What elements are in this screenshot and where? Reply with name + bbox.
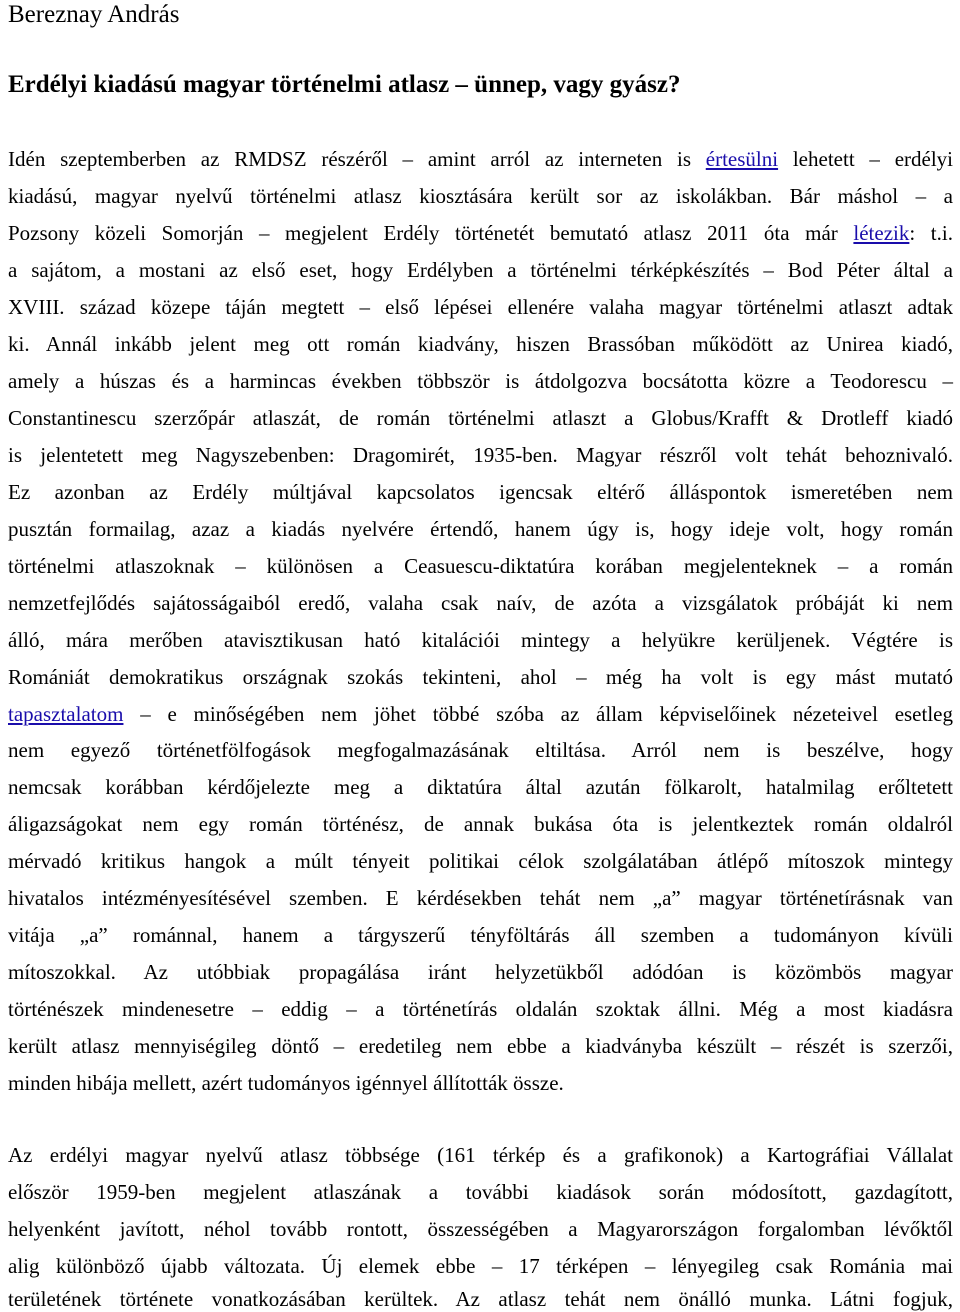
- text-line: a sajátom, a mostani az első eset, hogy Erdélyben a történelmi térképkészítés – Bod Péter által a: [8, 258, 953, 282]
- text-line: Az erdélyi magyar nyelvű atlasz többsége (161 térkép és a grafikonok) a Kartográfiai Vállalat: [8, 1143, 953, 1167]
- text-line: alig különböző újabb változata. Új elemek ebbe – 17 térképen – lényegileg csak Románia mai: [8, 1254, 953, 1278]
- author-name: Bereznay András: [8, 1, 180, 28]
- text-line: kiadású, magyar nyelvű történelmi atlasz kiosztására került sor az iskolákban. Bár máshol – a: [8, 184, 953, 208]
- text-line: Ez azonban az Erdély múltjával kapcsolatos igencsak eltérő álláspontok ismeretében nem: [8, 480, 953, 504]
- text-line: helyenként javított, néhol tovább rontott, összességében a Magyarországon forgalomban lévőktől: [8, 1217, 953, 1241]
- text-segment: : t.i.: [909, 221, 953, 245]
- text-line: nem egyező történetfölfogások megfogalmazásának eltiltása. Arról nem is beszélve, hogy: [8, 738, 953, 762]
- text-segment: lehetett – erdélyi: [778, 147, 953, 171]
- text-line: Romániát demokratikus országnak szokás tekinteni, ahol – még ha volt is egy mást mutató: [8, 665, 953, 689]
- text-line: is jelentetett meg Nagyszebenben: Dragomirét, 1935-ben. Magyar részről volt tehát behoznivaló.: [8, 443, 953, 467]
- text-line: területének története vonatkozásában kerültek. Az atlasz tehát nem önálló munka. Látni fogjuk,: [8, 1287, 953, 1311]
- text-line: [8, 146, 953, 172]
- text-line: vitája „a” románnal, hanem a tárgyszerű tényföltárás áll szemben a tudományon kívüli: [8, 923, 953, 947]
- text-segment: Pozsony közeli Somorján – megjelent Erdély történetét bemutató atlasz 2011 óta már: [8, 221, 854, 245]
- text-line: hivatalos intézményesítésével szemben. E kérdésekben tehát nem „a” magyar történetírásnak van: [8, 886, 953, 910]
- text-line: nemzetfejlődés sajátosságaiból eredő, valaha csak naív, de azóta a vizsgálatok próbáját ki nem: [8, 591, 953, 615]
- text-line: áligazságokat nem egy román történész, de annak bukása óta is jelentkeztek román oldalról: [8, 812, 953, 836]
- text-line: történészek mindenesetre – eddig – a történetírás oldalán szoktak állni. Még a most kiadásra: [8, 997, 953, 1021]
- text-line: minden hibája mellett, azért tudományos igénnyel állították össze.: [8, 1071, 564, 1095]
- text-line: amely a húszas és a harmincas években többször is átdolgozva bocsátotta közre a Teodorescu –: [8, 369, 953, 393]
- text-line: mérvadó kritikus hangok a múlt tényeit politikai célok szolgálatában átlépő mítoszok mintegy: [8, 849, 953, 873]
- text-line: történelmi atlaszoknak – különösen a Ceasuescu-diktatúra korában megjelenteknek – a román: [8, 554, 953, 578]
- text-line: mítoszokkal. Az utóbbiak propagálása iránt helyzetükből adódóan is közömbös magyar: [8, 960, 953, 984]
- text-line: először 1959-ben megjelent atlaszának a további kiadások során módosított, gazdagított,: [8, 1180, 953, 1204]
- text-line: álló, mára merőben atavisztikusan ható kitalációi mintegy a helyükre kerüljenek. Végtére is: [8, 628, 953, 652]
- text-line: Constantinescu szerzőpár atlaszát, de román történelmi atlaszt a Globus/Krafft & Drotleff kiadó: [8, 406, 953, 430]
- text-line: került atlasz mennyiségileg döntő – eredetileg nem ebbe a kiadványba készült – részét is szerzői,: [8, 1034, 953, 1058]
- text-line: ki. Annál inkább jelent meg ott román kiadvány, hiszen Brassóban működött az Unirea kiadó,: [8, 332, 953, 356]
- text-line: nemcsak korábban kérdőjelezte meg a diktatúra által azután fölkarolt, hatalmilag erőltetett: [8, 775, 953, 799]
- document-title: Erdélyi kiadású magyar történelmi atlasz – ünnep, vagy gyász?: [8, 71, 681, 98]
- text-line: [8, 220, 953, 246]
- link-ertesulni[interactable]: értesülni: [705, 147, 779, 171]
- link-tapasztalatom[interactable]: tapasztalatom: [8, 702, 124, 726]
- text-line: [8, 701, 953, 727]
- text-segment: – e minőségében nem jöhet többé szóba az állam képviselőinek nézeteivel esetleg: [123, 702, 953, 726]
- text-segment: Idén szeptemberben az RMDSZ részéről – amint arról az interneten is: [8, 147, 706, 171]
- link-letezik[interactable]: létezik: [853, 221, 910, 245]
- text-line: XVIII. század közepe táján megtett – első lépései ellenére valaha magyar történelmi atlaszt adtak: [8, 295, 953, 319]
- text-line: pusztán formailag, azaz a kiadás nyelvére értendő, hanem úgy is, hogy ideje volt, hogy román: [8, 517, 953, 541]
